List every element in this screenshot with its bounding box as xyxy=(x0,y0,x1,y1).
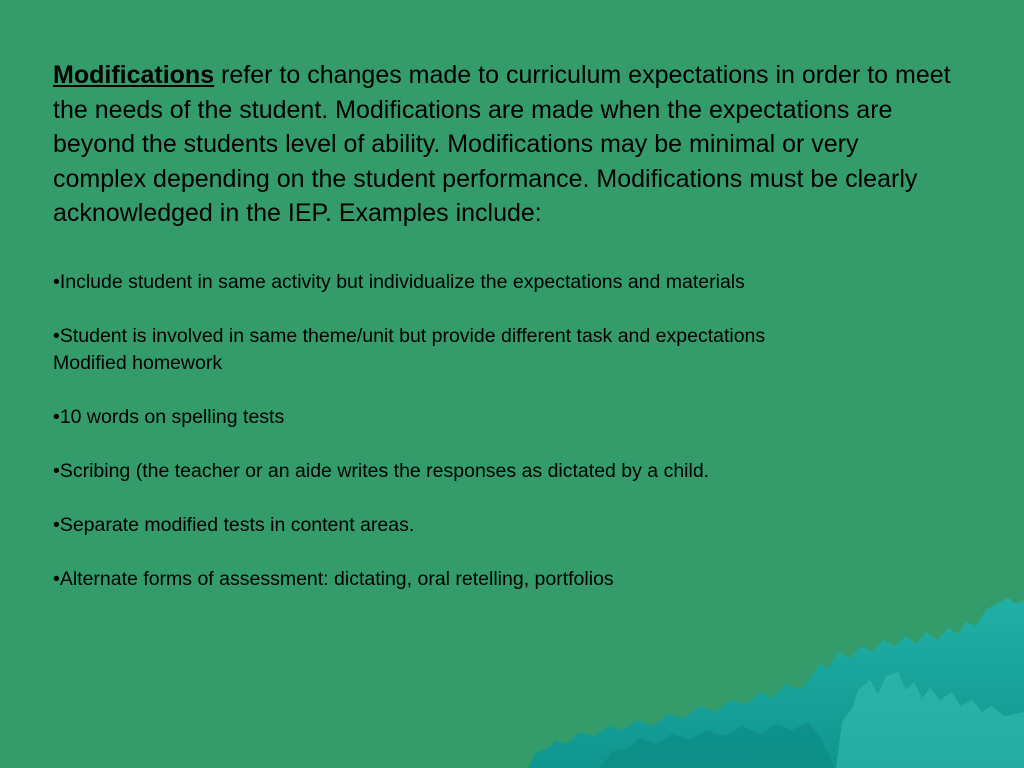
list-item xyxy=(53,323,953,377)
slide-content xyxy=(53,58,953,620)
list-item-subline: Modified homework xyxy=(53,351,223,374)
list-item-text: •Separate modified tests in content areas. xyxy=(53,513,415,536)
intro-paragraph xyxy=(53,58,953,231)
list-item xyxy=(53,512,953,539)
list-item xyxy=(53,269,953,296)
list-item-text: •10 words on spelling tests xyxy=(53,405,285,428)
list-item-text: •Scribing (the teacher or an aide writes the responses as dictated by a child. xyxy=(53,459,710,482)
list-item xyxy=(53,458,953,485)
list-item-text: •Student is involved in same theme/unit but provide different task and expectations xyxy=(53,324,766,347)
modifications-term: Modifications xyxy=(53,61,215,89)
examples-list xyxy=(53,269,953,593)
list-item xyxy=(53,566,953,593)
list-item-text: •Include student in same activity but individualize the expectations and materials xyxy=(53,270,745,293)
intro-body: refer to changes made to curriculum expectations in order to meet the needs of the student. Modifications are made when the expectations are beyond the students level of ability. Modifications may be minimal or very complex depending on the student performance. Modifications must be clearly acknowledged in the IEP. Examples include: xyxy=(53,61,951,227)
list-item-text: •Alternate forms of assessment: dictating, oral retelling, portfolios xyxy=(53,567,614,590)
list-item xyxy=(53,404,953,431)
